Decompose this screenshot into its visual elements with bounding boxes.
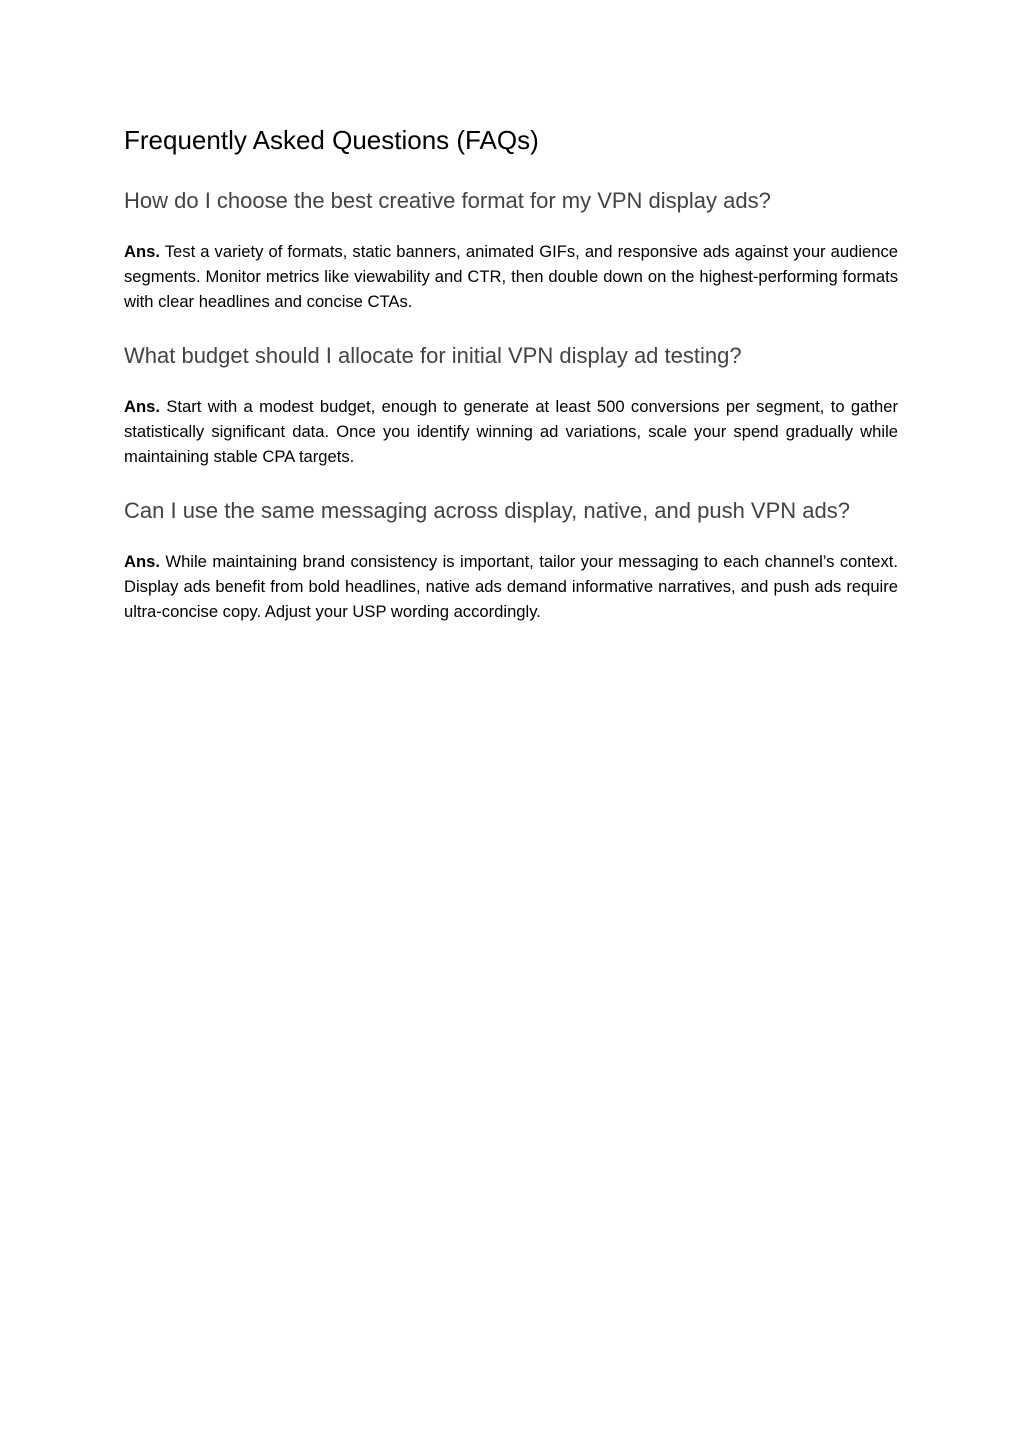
answer-label: Ans. [124, 552, 160, 571]
answer-text: While maintaining brand consistency is important, tailor your messaging to each channel’s context. Display ads benefit from bold headlines, native ads demand informative narratives, and push ads require ultra‑concise copy. Adjust your USP wording accordingly. [124, 552, 898, 621]
answer-label: Ans. [124, 242, 160, 261]
answer-text: Test a variety of formats, static banners, animated GIFs, and responsive ads against your audience segments. Monitor metrics like viewability and CTR, then double down on the highest‑performing formats with clear headlines and concise CTAs. [124, 242, 899, 311]
faq-answer [124, 549, 898, 624]
faq-item [124, 340, 898, 469]
answer-label: Ans. [124, 397, 160, 416]
page-title: Frequently Asked Questions (FAQs) [124, 125, 539, 155]
faq-question: How do I choose the best creative format for my VPN display ads? [124, 188, 771, 213]
faq-item [124, 185, 898, 314]
faq-answer [124, 239, 898, 314]
faq-question: Can I use the same messaging across display, native, and push VPN ads? [124, 498, 850, 523]
faq-item [124, 495, 898, 624]
faq-question: What budget should I allocate for initial VPN display ad testing? [124, 343, 742, 368]
faq-answer [124, 394, 898, 469]
answer-text: Start with a modest budget, enough to generate at least 500 conversions per segment, to gather statistically significant data. Once you identify winning ad variations, scale your spend gradually while maintaining stable CPA targets. [124, 397, 898, 466]
